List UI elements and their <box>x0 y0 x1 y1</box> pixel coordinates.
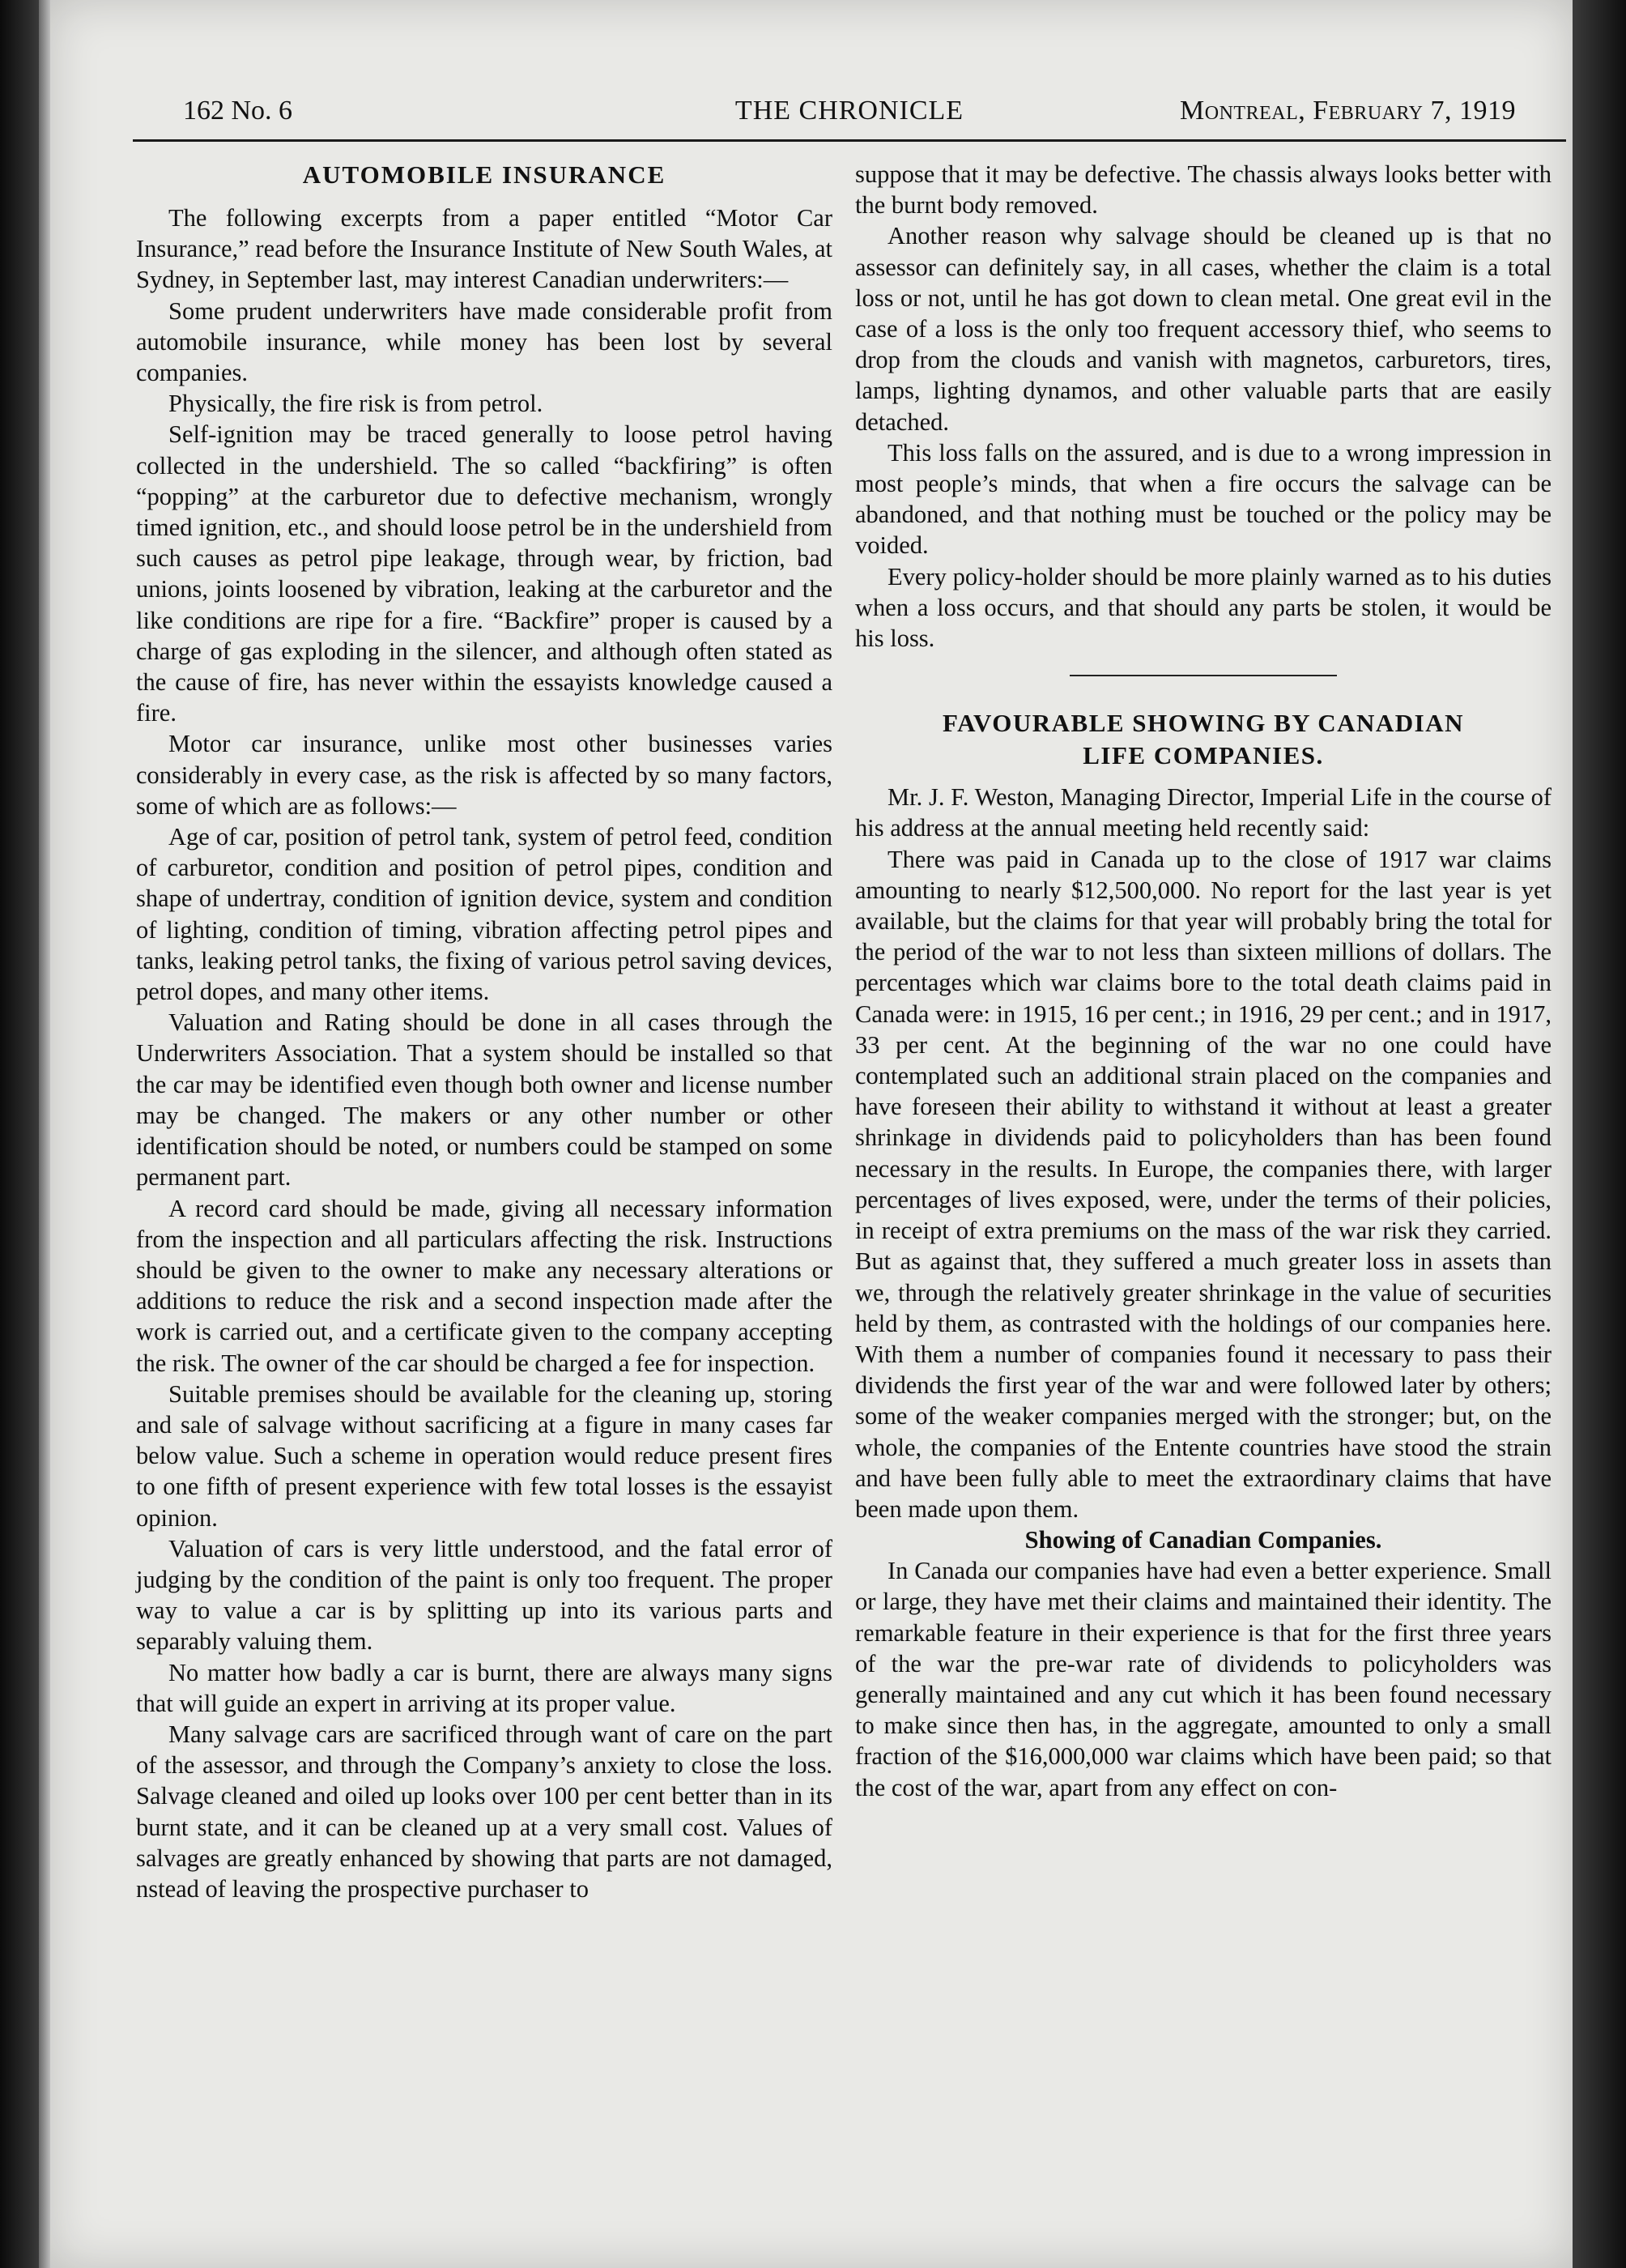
paragraph: Motor car insurance, unlike most other businesses varies considerably in every case, as the risk is affected by so many factors, some of which are as follows:— <box>136 730 832 820</box>
article-heading-automobile-insurance: AUTOMOBILE INSURANCE <box>302 160 666 189</box>
page-header <box>183 96 1516 138</box>
right-column <box>855 159 1552 1803</box>
paragraph: Many salvage cars are sacrificed through want of care on the part of the assessor, and through the Company’s anxiety to close the loss. Salvage cleaned and oiled up looks over 100 per cent better than in its burnt state, and it can be cleaned up at a very small cost. Values of salvages are greatly enhanced by showing that parts are not damaged, nstead of leaving the prospective purchaser to <box>136 1720 832 1903</box>
paragraph: Valuation of cars is very little understood, and the fatal error of judging by the condition of the paint is only too frequent. The proper way to value a car is by splitting up into its various parts and separably valuing them. <box>136 1534 832 1656</box>
page-number: 162 No. 6 <box>183 96 293 126</box>
paragraph: Some prudent underwriters have made considerable profit from automobile insurance, while money has been lost by several companies. <box>136 296 832 387</box>
paragraph: Age of car, position of petrol tank, system of petrol feed, condition of carburetor, condition and position of petrol pipes, condition and shape of undertray, condition of ignition device, system and condition of lighting, condition of timing, vibration affecting petrol pipes and tanks, leaking petrol tanks, the fixing of various petrol saving devices, petrol dopes, and many other items. <box>136 823 832 1006</box>
paragraph: The following excerpts from a paper entitled “Motor Car Insurance,” read before the Insurance Institute of New South Wales, at Sydney, in September last, may interest Canadian underwriters:— <box>136 204 832 294</box>
book-binding-edge <box>0 0 50 2268</box>
paragraph: Mr. J. F. Weston, Managing Director, Imperial Life in the course of his address at the annual meeting held recently said: <box>855 783 1552 842</box>
paragraph: Every policy-holder should be more plainly warned as to his duties when a loss occurs, and that should any parts be stolen, it would be his loss. <box>855 562 1552 653</box>
paragraph: No matter how badly a car is burnt, there are always many signs that will guide an expert in arriving at its proper value. <box>136 1658 832 1717</box>
paragraph: Self-ignition may be traced generally to loose petrol having collected in the undershield. The so called “backfiring” is often “popping” at the carburetor due to defective mechanism, wrongly timed ignition, etc., and should loose petrol be in the undershield from such causes as petrol pipe leakage, through wear, by friction, bad unions, joints loosened by vibration, leaking at the carburetor and the like conditions are ripe for a fire. “Backfire” proper is caused by a charge of gas exploding in the silencer, and although often stated as the cause of fire, has never within the essayists knowledge caused a fire. <box>136 420 832 727</box>
scan-right-edge <box>1573 0 1626 2268</box>
heading-line: FAVOURABLE SHOWING BY CANADIAN <box>942 709 1465 738</box>
heading-line: LIFE COMPANIES. <box>1083 741 1324 770</box>
publication-title: THE CHRONICLE <box>734 96 964 126</box>
dateline: Montreal, February 7, 1919 <box>1180 96 1516 126</box>
paragraph: Another reason why salvage should be cleaned up is that no assessor can definitely say, in all cases, whether the claim is a total loss or not, until he has got down to clean metal. One great evil in the case of a loss is the only too frequent accessory thief, who seems to drop from the clouds and vanish with magnetos, carburetors, tires, lamps, lighting dynamos, and other valuable parts that are easily detached. <box>855 222 1552 436</box>
subheading: Showing of Canadian Companies. <box>1024 1526 1382 1554</box>
paragraph: A record card should be made, giving all necessary information from the inspection and all particulars affecting the risk. Instructions should be given to the owner to make any necessary alterations or additions to reduce the risk and a second inspection made after the work is carried out, and a certificate given to the company accepting the risk. The owner of the car should be charged a fee for inspection. <box>136 1194 832 1377</box>
paragraph: There was paid in Canada up to the close of 1917 war claims amounting to nearly $12,500,000. No report for the last year is yet available, but the claims for that year will probably bring the total for the period of the war to not less than sixteen millions of dollars. The percentages which war claims bore to the total death claims paid in Canada were: in 1915, 16 per cent.; in 1916, 29 per cent.; and in 1917, 33 per cent. At the beginning of the war no one could have contemplated such an additional strain placed on the companies and have foreseen their ability to withstand it without at least a greater shrinkage in dividends paid to policyholders than has been found necessary in the results. In Europe, the companies there, with larger percentages of lives exposed, were, under the terms of their policies, in receipt of extra premiums on the mass of the war risk they carried. But as against that, they suffered a much greater loss in assets than we, through the relatively greater shrinkage in the value of securities held by them, as contrasted with the holdings of our companies here. With them a number of companies found it necessary to pass their dividends the first year of the war and were followed later by others; some of the weaker companies merged with the stronger; but, on the whole, the companies of the Entente countries have stood the strain and have been fully able to meet the extraordinary claims that have been made upon them. <box>855 845 1552 1523</box>
left-column <box>136 159 832 1904</box>
newspaper-page <box>50 0 1573 2268</box>
paragraph: Physically, the fire risk is from petrol. <box>168 390 543 418</box>
paragraph: Valuation and Rating should be done in all cases through the Underwriters Association. That a system should be installed so that the car may be identified even though both owner and license number may be changed. The makers or any other number or other identification should be noted, or numbers could be stamped on some permanent part. <box>136 1008 832 1192</box>
paragraph: Suitable premises should be available for the cleaning up, storing and sale of salvage without sacrificing at a figure in many cases far below value. Such a scheme in operation would reduce present fires to one fifth of present experience with few total losses is the essayist opinion. <box>136 1379 832 1532</box>
section-divider <box>1070 675 1337 676</box>
paragraph: In Canada our companies have had even a better experience. Small or large, they have met their claims and maintained their identity. The remarkable feature in their experience is that for the first three years of the war the pre-war rate of dividends to policyholders was generally maintained and any cut which it has been found necessary to make since then has, in the aggregate, amounted to only a small fraction of the $16,000,000 war claims which have been paid; so that the cost of the war, apart from any effect on con- <box>855 1557 1552 1801</box>
paragraph: This loss falls on the assured, and is due to a wrong impression in most people’s minds, that when a fire occurs the salvage can be abandoned, and that nothing must be touched or the policy may be voided. <box>855 438 1552 560</box>
article-heading-canadian-life-companies <box>855 707 1552 772</box>
paragraph: suppose that it may be defective. The chassis always looks better with the burnt body removed. <box>855 160 1552 220</box>
header-rule <box>133 139 1566 142</box>
